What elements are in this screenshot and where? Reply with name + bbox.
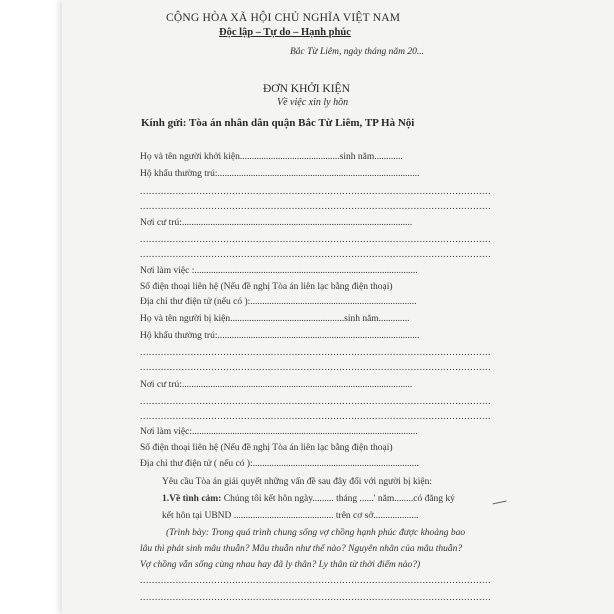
- pen-mark: [491, 495, 506, 505]
- national-title: CỘNG HÒA XÃ HỘI CHỦ NGHĨA VIỆT NAM: [166, 12, 401, 24]
- dotted-line[interactable]: [140, 202, 490, 212]
- defendant-phone-field[interactable]: Số điện thoại liên hệ (Nếu đề nghị Tòa án liên lạc bằng điện thoại): [140, 443, 393, 453]
- plaintiff-email-field[interactable]: Địa chỉ thư điện tử (nếu có ):......................................................................: [140, 297, 417, 307]
- defendant-household-field[interactable]: Hộ khẩu thường trú:.....................................................................................: [140, 331, 420, 341]
- plaintiff-residence-field[interactable]: Nơi cư trú:.................................................................................................: [140, 218, 413, 228]
- plaintiff-work-field[interactable]: Nơi làm việc :..............................................................................................: [140, 266, 418, 276]
- defendant-work-field[interactable]: Nơi làm việc:...............................................................................................: [140, 427, 418, 437]
- plaintiff-phone-field[interactable]: Số điện thoại liên hệ (Nếu đề nghị Tòa án liên lạc bằng điện thoại): [140, 282, 393, 292]
- dotted-line[interactable]: [140, 397, 490, 407]
- hint-line-1: (Trình bày: Trong quá trình chung sống vợ chồng hạnh phúc được khoảng bao: [166, 528, 466, 538]
- dotted-line[interactable]: [140, 593, 490, 603]
- plaintiff-name-field[interactable]: Họ và tên người khởi kiện..........................................sinh năm............: [140, 152, 403, 162]
- defendant-email-field[interactable]: Địa chỉ thư điện tử ( nếu có ):......................................................................: [140, 459, 419, 469]
- dotted-line[interactable]: [140, 235, 490, 245]
- document-subtitle: Về việc xin ly hôn: [277, 97, 349, 108]
- hint-line-3: Vợ chồng vẫn sống cùng nhau hay đã ly thân? Ly thân từ thời điểm nào?): [140, 560, 421, 570]
- document-title: ĐƠN KHỞI KIỆN: [263, 83, 350, 95]
- dotted-line[interactable]: [140, 412, 490, 422]
- document-page: [62, 0, 614, 614]
- defendant-residence-field[interactable]: Nơi cư trú:.................................................................................................: [140, 380, 413, 390]
- registration-field[interactable]: kết hôn tại UBND .......................................... trên cơ sở...................: [162, 511, 419, 521]
- section-1-text: Chúng tôi kết hôn ngày......... tháng ......' năm........có đăng ký: [221, 494, 455, 504]
- dotted-line[interactable]: [140, 187, 490, 197]
- dotted-line[interactable]: [140, 363, 490, 373]
- request-intro: Yêu cầu Tòa án giải quyết những vấn đề sau đây đối với người bị kiện:: [162, 477, 433, 487]
- place-date: Bắc Từ Liêm, ngày tháng năm 20...: [290, 47, 424, 57]
- recipient-line: Kính gửi: Tòa án nhân dân quận Bắc Từ Liêm, TP Hà Nội: [141, 117, 415, 129]
- dotted-line[interactable]: [140, 576, 490, 586]
- section-1-label: 1.Về tình cảm:: [162, 494, 222, 504]
- hint-line-2: lâu thì phát sinh mâu thuẫn? Mâu thuẫn như thế nào? Nguyên nhân của mâu thuẫn?: [140, 544, 463, 554]
- plaintiff-household-field[interactable]: Hộ khẩu thường trú:.....................................................................................: [140, 169, 420, 179]
- defendant-name-field[interactable]: Họ và tên người bị kiện................................................sinh năm.............: [140, 314, 410, 324]
- motto: Độc lập – Tự do – Hạnh phúc: [219, 27, 351, 38]
- dotted-line[interactable]: [140, 250, 490, 260]
- dotted-line[interactable]: [140, 348, 490, 358]
- section-1-line[interactable]: [162, 494, 455, 504]
